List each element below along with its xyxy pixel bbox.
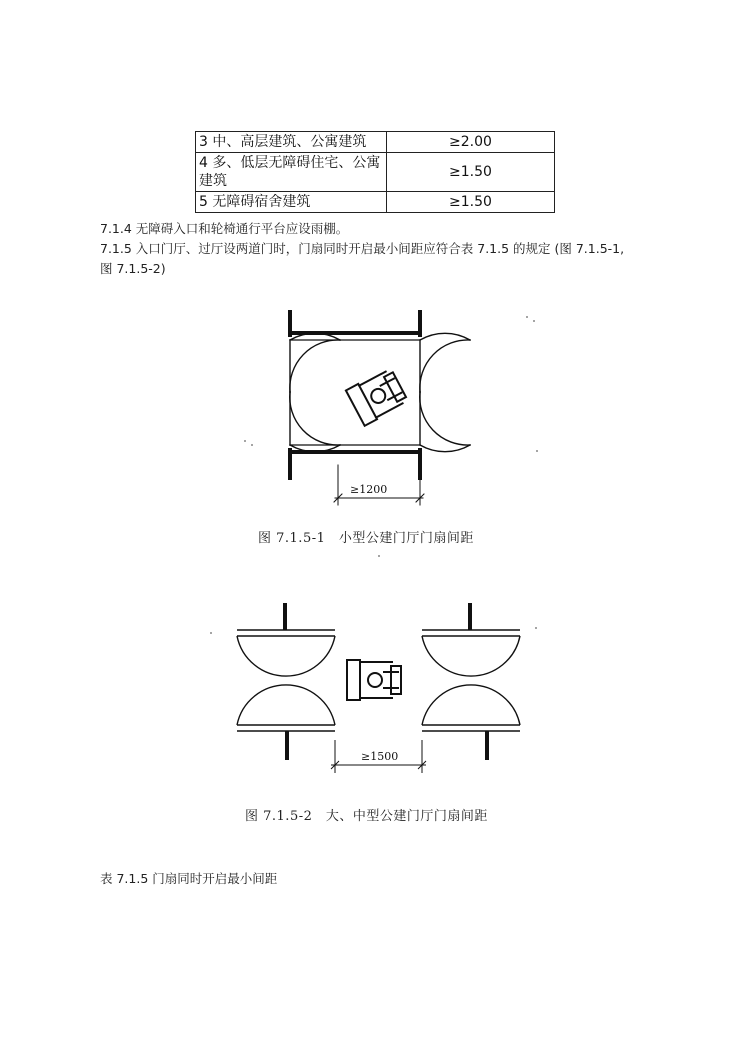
scan-speck bbox=[533, 320, 535, 322]
bottom-wall bbox=[290, 445, 420, 478]
figure-2-caption: 图 7.1.5-2 大、中型公建门厅门扇间距 bbox=[245, 809, 488, 824]
wheelchair-user-icon bbox=[347, 660, 401, 700]
row-name: 3 中、高层建筑、公寓建筑 bbox=[196, 132, 387, 153]
figure-small-vestibule bbox=[235, 300, 495, 510]
door-width-table bbox=[195, 131, 555, 213]
table-row bbox=[196, 153, 555, 192]
right-door-leaves bbox=[420, 333, 470, 451]
left-door-assembly bbox=[237, 603, 335, 760]
left-door-leaves bbox=[290, 333, 340, 451]
right-door-assembly bbox=[422, 603, 520, 760]
table-row bbox=[196, 192, 555, 213]
row-value: ≥2.00 bbox=[387, 132, 555, 153]
table-row bbox=[196, 132, 555, 153]
wheelchair-user-icon bbox=[346, 367, 409, 426]
scan-speck bbox=[378, 555, 380, 557]
table-caption: 表 7.1.5 门扇同时开启最小间距 bbox=[100, 871, 278, 886]
row-value: ≥1.50 bbox=[387, 192, 555, 213]
scan-speck bbox=[536, 450, 538, 452]
row-name: 4 多、低层无障碍住宅、公寓建筑 bbox=[196, 153, 387, 192]
clause-7-1-4: 7.1.4 无障碍入口和轮椅通行平台应设雨棚。 bbox=[100, 221, 349, 236]
dimension-label: ≥1200 bbox=[350, 483, 388, 496]
figure-large-vestibule bbox=[225, 595, 525, 775]
row-value: ≥1.50 bbox=[387, 153, 555, 192]
clause-7-1-5: 7.1.5 入口门厅、过厅设两道门时，门扇同时开启最小间距应符合表 7.1.5 的规定 (图 7.1.5-1, 图 7.1.5-2) bbox=[100, 241, 625, 276]
scan-speck bbox=[210, 632, 212, 634]
scan-speck bbox=[526, 316, 528, 318]
scan-speck bbox=[535, 627, 537, 629]
scan-speck bbox=[244, 440, 246, 442]
row-name: 5 无障碍宿舍建筑 bbox=[196, 192, 387, 213]
dimension-label: ≥1500 bbox=[361, 750, 399, 763]
top-wall bbox=[290, 312, 420, 340]
scan-speck bbox=[251, 444, 253, 446]
figure-1-caption: 图 7.1.5-1 小型公建门厅门扇间距 bbox=[258, 531, 474, 546]
